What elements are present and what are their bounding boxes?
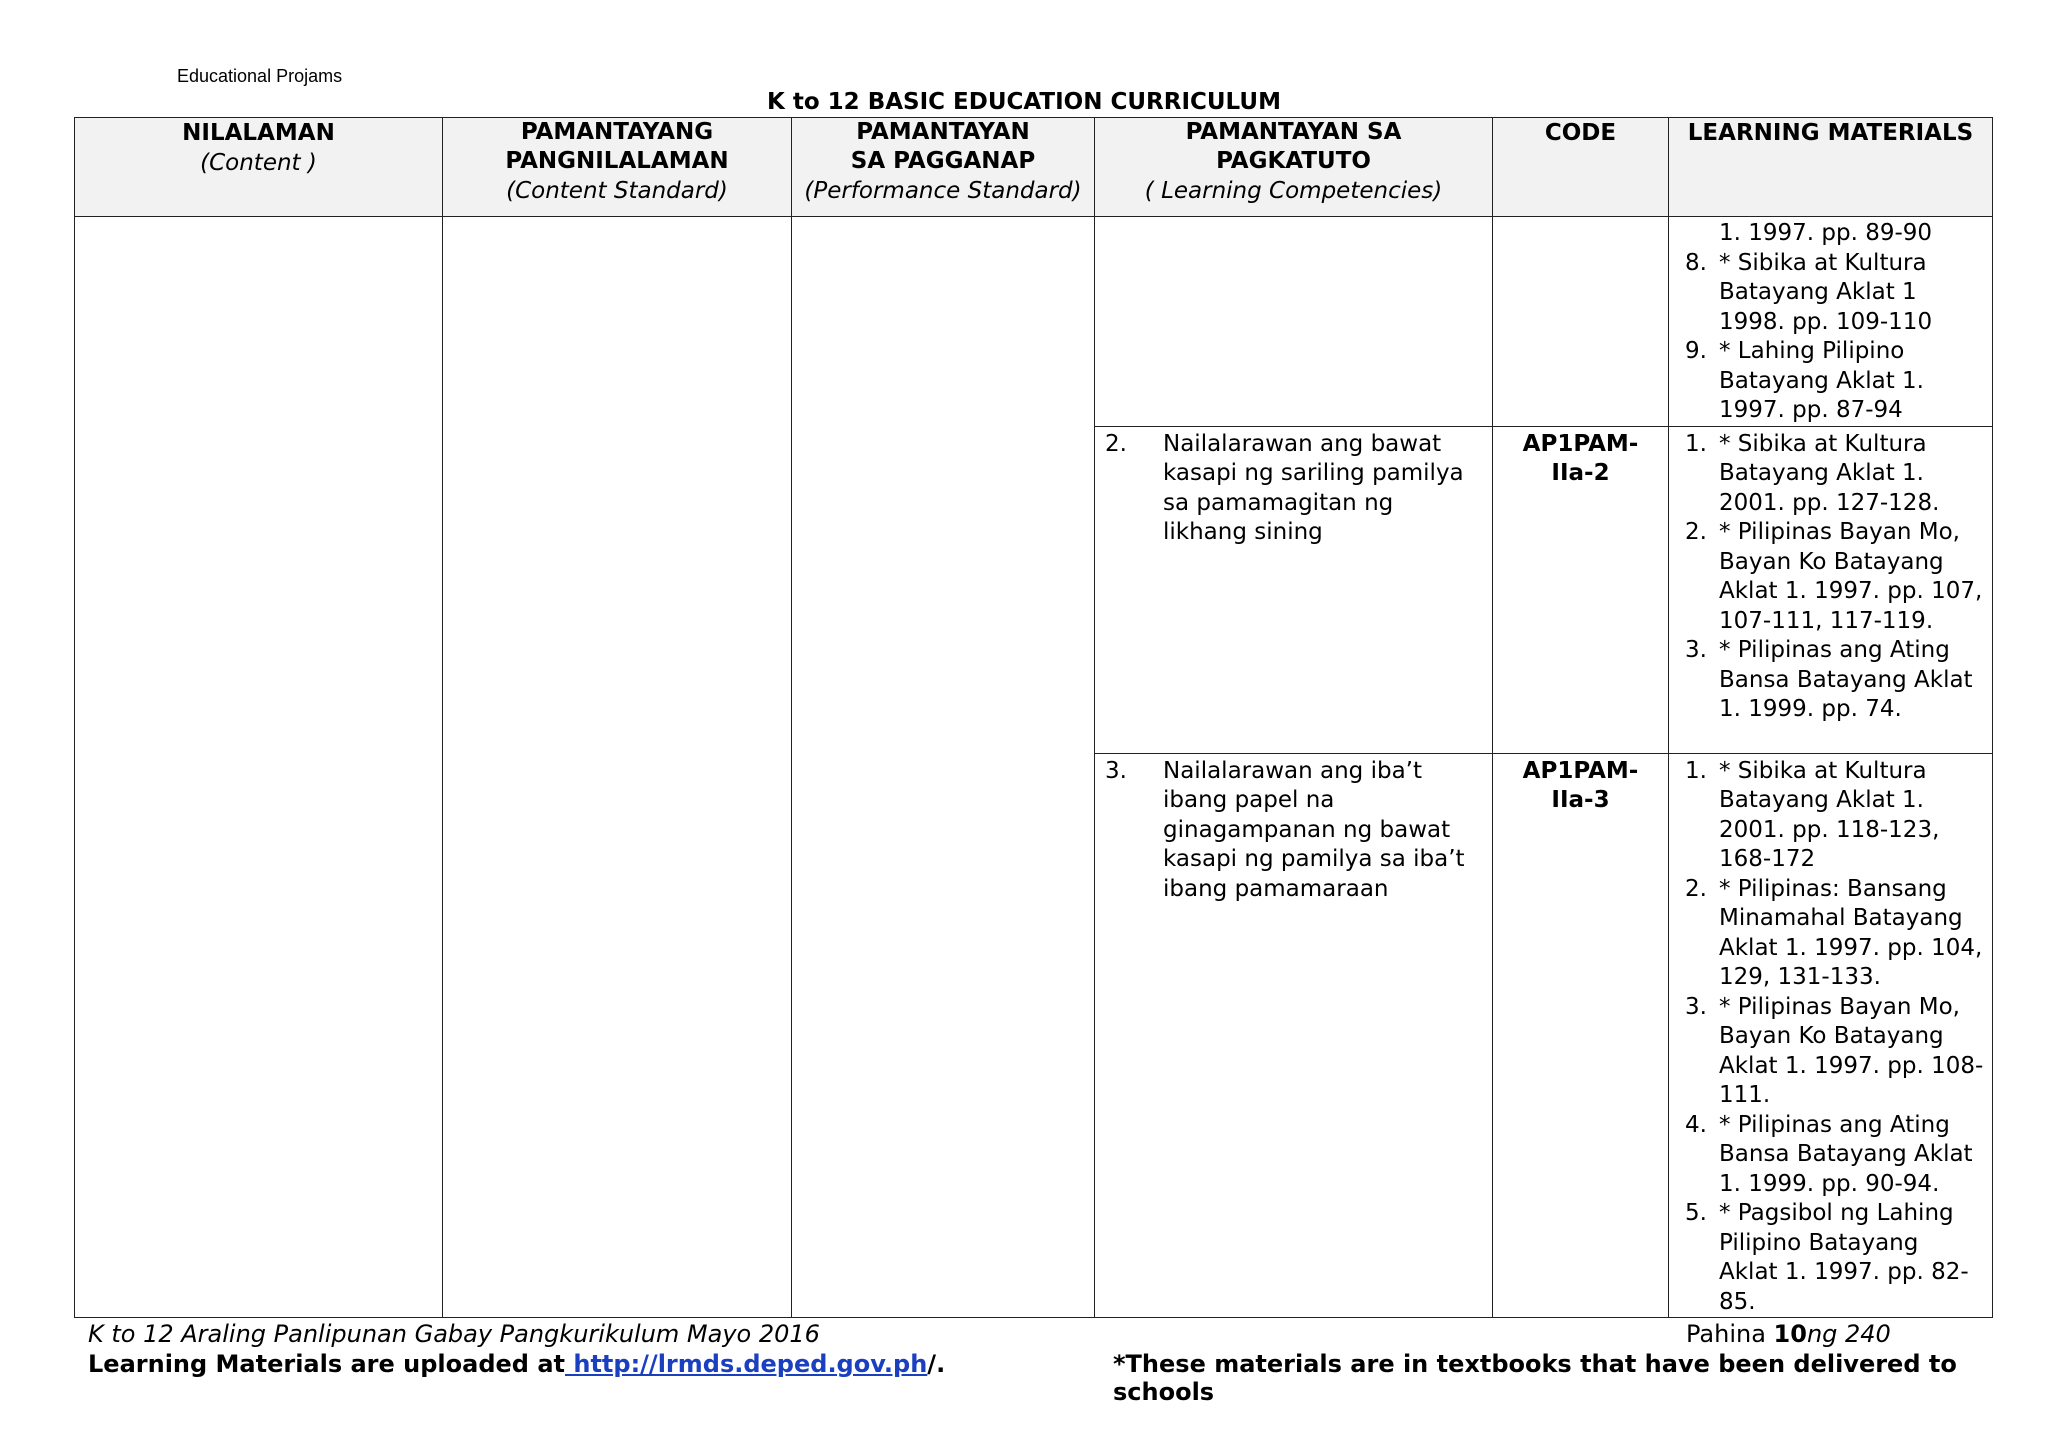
list-item: 1. * Sibika at Kultura Batayang Aklat 1. 2001. pp. 118-123, 168-172 xyxy=(1685,757,1940,872)
materials-cell xyxy=(1669,217,1993,427)
competency-cell xyxy=(1095,753,1493,1318)
col-header-performance-standard: PAMANTAYAN SA PAGGANAP (Performance Standard) xyxy=(792,118,1095,217)
curriculum-table xyxy=(74,117,1993,1318)
materials-list xyxy=(1669,754,1992,1318)
competency-cell xyxy=(1095,217,1493,427)
competency-code: AP1PAM- IIa-2 xyxy=(1522,430,1639,486)
competency-code: AP1PAM- IIa-3 xyxy=(1522,757,1639,813)
col-header-learning-competencies: PAMANTAYAN SA PAGKATUTO ( Learning Competencies) xyxy=(1095,118,1493,217)
competency-text: Nailalarawan ang bawat kasapi ng sariling pamilya sa pamamagitan ng likhang sining xyxy=(1163,430,1464,545)
list-item: 8. * Sibika at Kultura Batayang Aklat 1 1998. pp. 109-110 xyxy=(1685,249,1933,335)
footer-textbook-note: *These materials are in textbooks that have been delivered to schools xyxy=(1113,1350,1957,1406)
table-header-row xyxy=(75,118,1993,217)
list-item: 3. * Pilipinas Bayan Mo, Bayan Ko Batayang Aklat 1. 1997. pp. 108-111. xyxy=(1685,993,1984,1108)
code-cell xyxy=(1493,426,1669,753)
code-cell xyxy=(1493,753,1669,1318)
materials-cell xyxy=(1669,753,1993,1318)
list-item: 4. * Pilipinas ang Ating Bansa Batayang Aklat 1. 1999. pp. 90-94. xyxy=(1685,1111,1973,1197)
list-item: 2. * Pilipinas: Bansang Minamahal Batayang Aklat 1. 1997. pp. 104, 129, 131-133. xyxy=(1685,875,1983,990)
content-cell xyxy=(75,217,443,1318)
list-item: 2. * Pilipinas Bayan Mo, Bayan Ko Batayang Aklat 1. 1997. pp. 107, 107-111, 117-119. xyxy=(1685,519,1983,634)
page-number: Pahina 10ng 240 xyxy=(1686,1320,1891,1348)
competency-cell xyxy=(1095,426,1493,753)
lrmds-link[interactable]: http://lrmds.deped.gov.ph xyxy=(565,1350,928,1378)
materials-cell xyxy=(1669,426,1993,753)
materials-list xyxy=(1669,427,1992,725)
footer-upload-note: Learning Materials are uploaded at http://lrmds.deped.gov.ph/. xyxy=(88,1350,946,1378)
table-row xyxy=(75,217,1993,427)
materials-list xyxy=(1669,249,1992,426)
list-item: 3. * Pilipinas ang Ating Bansa Batayang Aklat 1. 1999. pp. 74. xyxy=(1685,637,1973,722)
col-header-learning-materials: LEARNING MATERIALS xyxy=(1669,118,1993,217)
list-item: 5. * Pagsibol ng Lahing Pilipino Batayang Aklat 1. 1997. pp. 82-85. xyxy=(1685,1200,1969,1315)
competency-number: 2. xyxy=(1105,430,1127,457)
header-note: Educational Projams xyxy=(177,66,343,86)
col-header-code: CODE xyxy=(1493,118,1669,217)
code-cell xyxy=(1493,217,1669,427)
col-header-content: NILALAMAN (Content ) xyxy=(75,118,443,217)
performance-standard-cell xyxy=(792,217,1095,1318)
content-standard-cell xyxy=(443,217,792,1318)
document-title: K to 12 BASIC EDUCATION CURRICULUM xyxy=(767,89,1281,115)
competency-text: Nailalarawan ang iba’t ibang papel na ginagampanan ng bawat kasapi ng pamilya sa iba’t ibang pamamaraan xyxy=(1163,757,1465,902)
list-item: 1. * Sibika at Kultura Batayang Aklat 1. 2001. pp. 127-128. xyxy=(1685,430,1940,516)
competency-number: 3. xyxy=(1105,757,1127,784)
list-item: 9. * Lahing Pilipino Batayang Aklat 1. 1997. pp. 87-94 xyxy=(1685,338,1924,423)
col-header-content-standard: PAMANTAYANG PANGNILALAMAN (Content Standard) xyxy=(443,118,792,217)
footer-guide-title: K to 12 Araling Panlipunan Gabay Pangkurikulum Mayo 2016 xyxy=(88,1320,820,1348)
materials-continuation: 1. 1997. pp. 89-90 xyxy=(1719,220,1933,246)
